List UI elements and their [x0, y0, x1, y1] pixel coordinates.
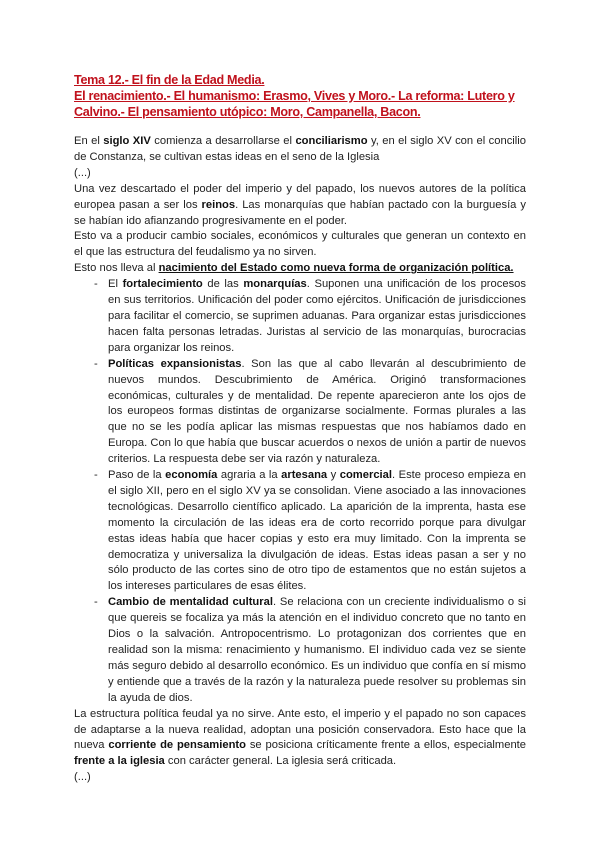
bullet-dash: -	[94, 596, 98, 609]
bullet-dash: -	[94, 469, 98, 482]
intro-paragraph: En el siglo XIV comienza a desarrollarse el conciliarismo y, en el siglo XV con el concilio de Constanza, se cultivan estas ideas en el seno de la Iglesia	[74, 135, 526, 163]
bullet-dash: -	[94, 357, 98, 370]
paragraph-cambios: Esto va a producir cambio sociales, económicos y culturales que generan un contexto en el que las estructura del feudalismo ya no sirven.	[74, 230, 526, 259]
ellipsis: (...)	[74, 771, 91, 784]
list-item: - Cambio de mentalidad cultural. Se relaciona con un creciente individualismo o si que quereis se focaliza ya más la atención en el individuo concreto que no tanto en Dios o la salvación. Antropocentrismo. Lo protagonizan dos corrientes que en realidad son la misma: renacimiento y humanismo. El individuo cada vez se siente más seguro debido al desarrollo económico. Es un individuo que confía en sí mismo y entiende que a través de la razón y la naturaleza puede resolver su problemas sin la ayuda de dios.	[94, 596, 526, 704]
list-item: - Políticas expansionistas. Son las que al cabo llevarán al descubrimiento de nuevos mundos. Descubrimiento de América. Originó transformaciones económicas, culturales y de mentalidad. De repente aparecieron ante los ojos de los europeos formas distintas de organizarse socialmente. Formas plurales a las que no se les podía aplicar las mismas respuestas que nos habíamos dado en Europa. Con lo que había que buscar acuerdos o nexos de unión a partir de nuevos criterios. La respuesta debe ser via razón y naturaleza.	[94, 357, 526, 466]
title-line-3: Calvino.- El pensamiento utópico: Moro, Campanella, Bacon.	[74, 105, 421, 119]
bullet-dash: -	[94, 278, 98, 291]
document-title	[74, 72, 522, 120]
document-body	[74, 134, 526, 786]
title-line-2: El renacimiento.- El humanismo: Erasmo, Vives y Moro.- La reforma: Lutero y	[74, 89, 515, 103]
paragraph-estado: Esto nos lleva al nacimiento del Estado como nueva forma de organización política.	[74, 262, 514, 275]
paragraph-conclusion: La estructura política feudal ya no sirve. Ante esto, el imperio y el papado no son capaces de adaptarse a la nueva realidad, adoptan una posición conservadora. Esto hace que la nueva corriente de pensamiento se posiciona críticamente frente a ellos, especialmente frente a la iglesia con carácter general. La iglesia será criticada.	[74, 707, 527, 768]
title-line-1: Tema 12.- El fin de la Edad Media.	[74, 73, 265, 87]
list-item: - Paso de la economía agraria a la artesana y comercial. Este proceso empieza en el siglo XII, pero en el siglo XV ya se consolidan. Viene asociado a las innovaciones tecnológicas. Desarrollo científico aplicado. La aparición de la imprenta, hasta ese momento la circulación de las ideas era de corto recorrido porque para divulgar estas ideas había que hacer copias y esto era muy limitado. Con la imprenta se democratiza y universaliza la divulgación de ideas. Estas ideas pasan a ser y no sólo producto de las cortes sino de otro tipo de estamentos que no están sujetos a los intereses particulares de esas élites.	[94, 469, 527, 593]
list-item: - El fortalecimiento de las monarquías. Suponen una unificación de los procesos en sus territorios. Unificación del poder como ejércitos. Unificación de jurisdicciones para facilitar el comercio, se suprimen aduanas. Para organizar estas jurisdicciones hacen falta personas letradas. Juristas al servicio de las monarquías, burocracias para organizar los reinos.	[94, 278, 526, 354]
ellipsis: (...)	[74, 166, 91, 179]
paragraph-reinos: Una vez descartado el poder del imperio y del papado, los nuevos autores de la política europea pasan a ser los reinos. Las monarquías que habían pactado con la burguesía y se habían ido afianzando progresivamente en el poder.	[74, 182, 526, 227]
